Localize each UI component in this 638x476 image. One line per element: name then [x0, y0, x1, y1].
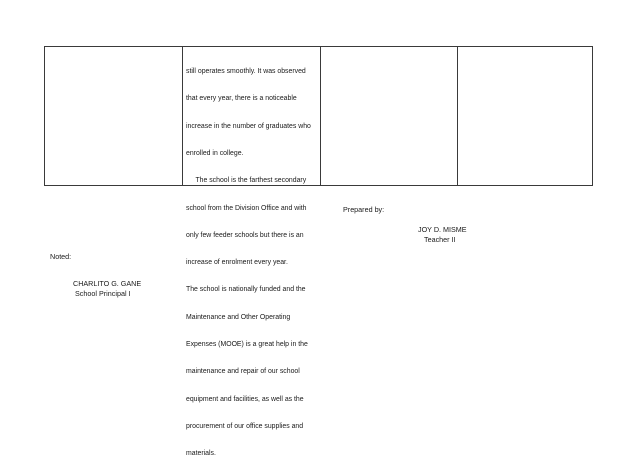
remarks-line: increase in the number of graduates who — [186, 122, 311, 130]
column-divider — [457, 47, 458, 185]
remarks-line: Maintenance and Other Operating — [186, 313, 291, 321]
remarks-line: The school is the farthest secondary — [186, 177, 307, 185]
remarks-line: materials. — [186, 450, 216, 458]
remarks-line: still operates smoothly. It was observed — [186, 68, 306, 76]
remarks-cell — [186, 49, 322, 476]
column-divider — [182, 47, 183, 185]
remarks-line: equipment and facilities, as well as the — [186, 395, 304, 403]
remarks-line: The school is nationally funded and the — [186, 286, 306, 294]
noter-name: CHARLITO G. GANE — [73, 279, 142, 288]
preparer-name: JOY D. MISME — [418, 225, 467, 234]
prepared-by-label: Prepared by: — [343, 205, 385, 214]
remarks-line: increase of enrolment every year. — [186, 259, 288, 267]
remarks-line: maintenance and repair of our school — [186, 368, 300, 376]
remarks-line: enrolled in college. — [186, 150, 244, 158]
preparer-title: Teacher II — [424, 235, 456, 244]
remarks-line: only few feeder schools but there is an — [186, 231, 304, 239]
remarks-line: that every year, there is a noticeable — [186, 95, 297, 103]
noter-title: School Principal I — [75, 289, 131, 298]
remarks-line: school from the Division Office and with — [186, 204, 307, 212]
noted-label: Noted: — [50, 252, 72, 261]
remarks-line: procurement of our office supplies and — [186, 422, 304, 430]
remarks-line: Expenses (MOOE) is a great help in the — [186, 341, 308, 348]
